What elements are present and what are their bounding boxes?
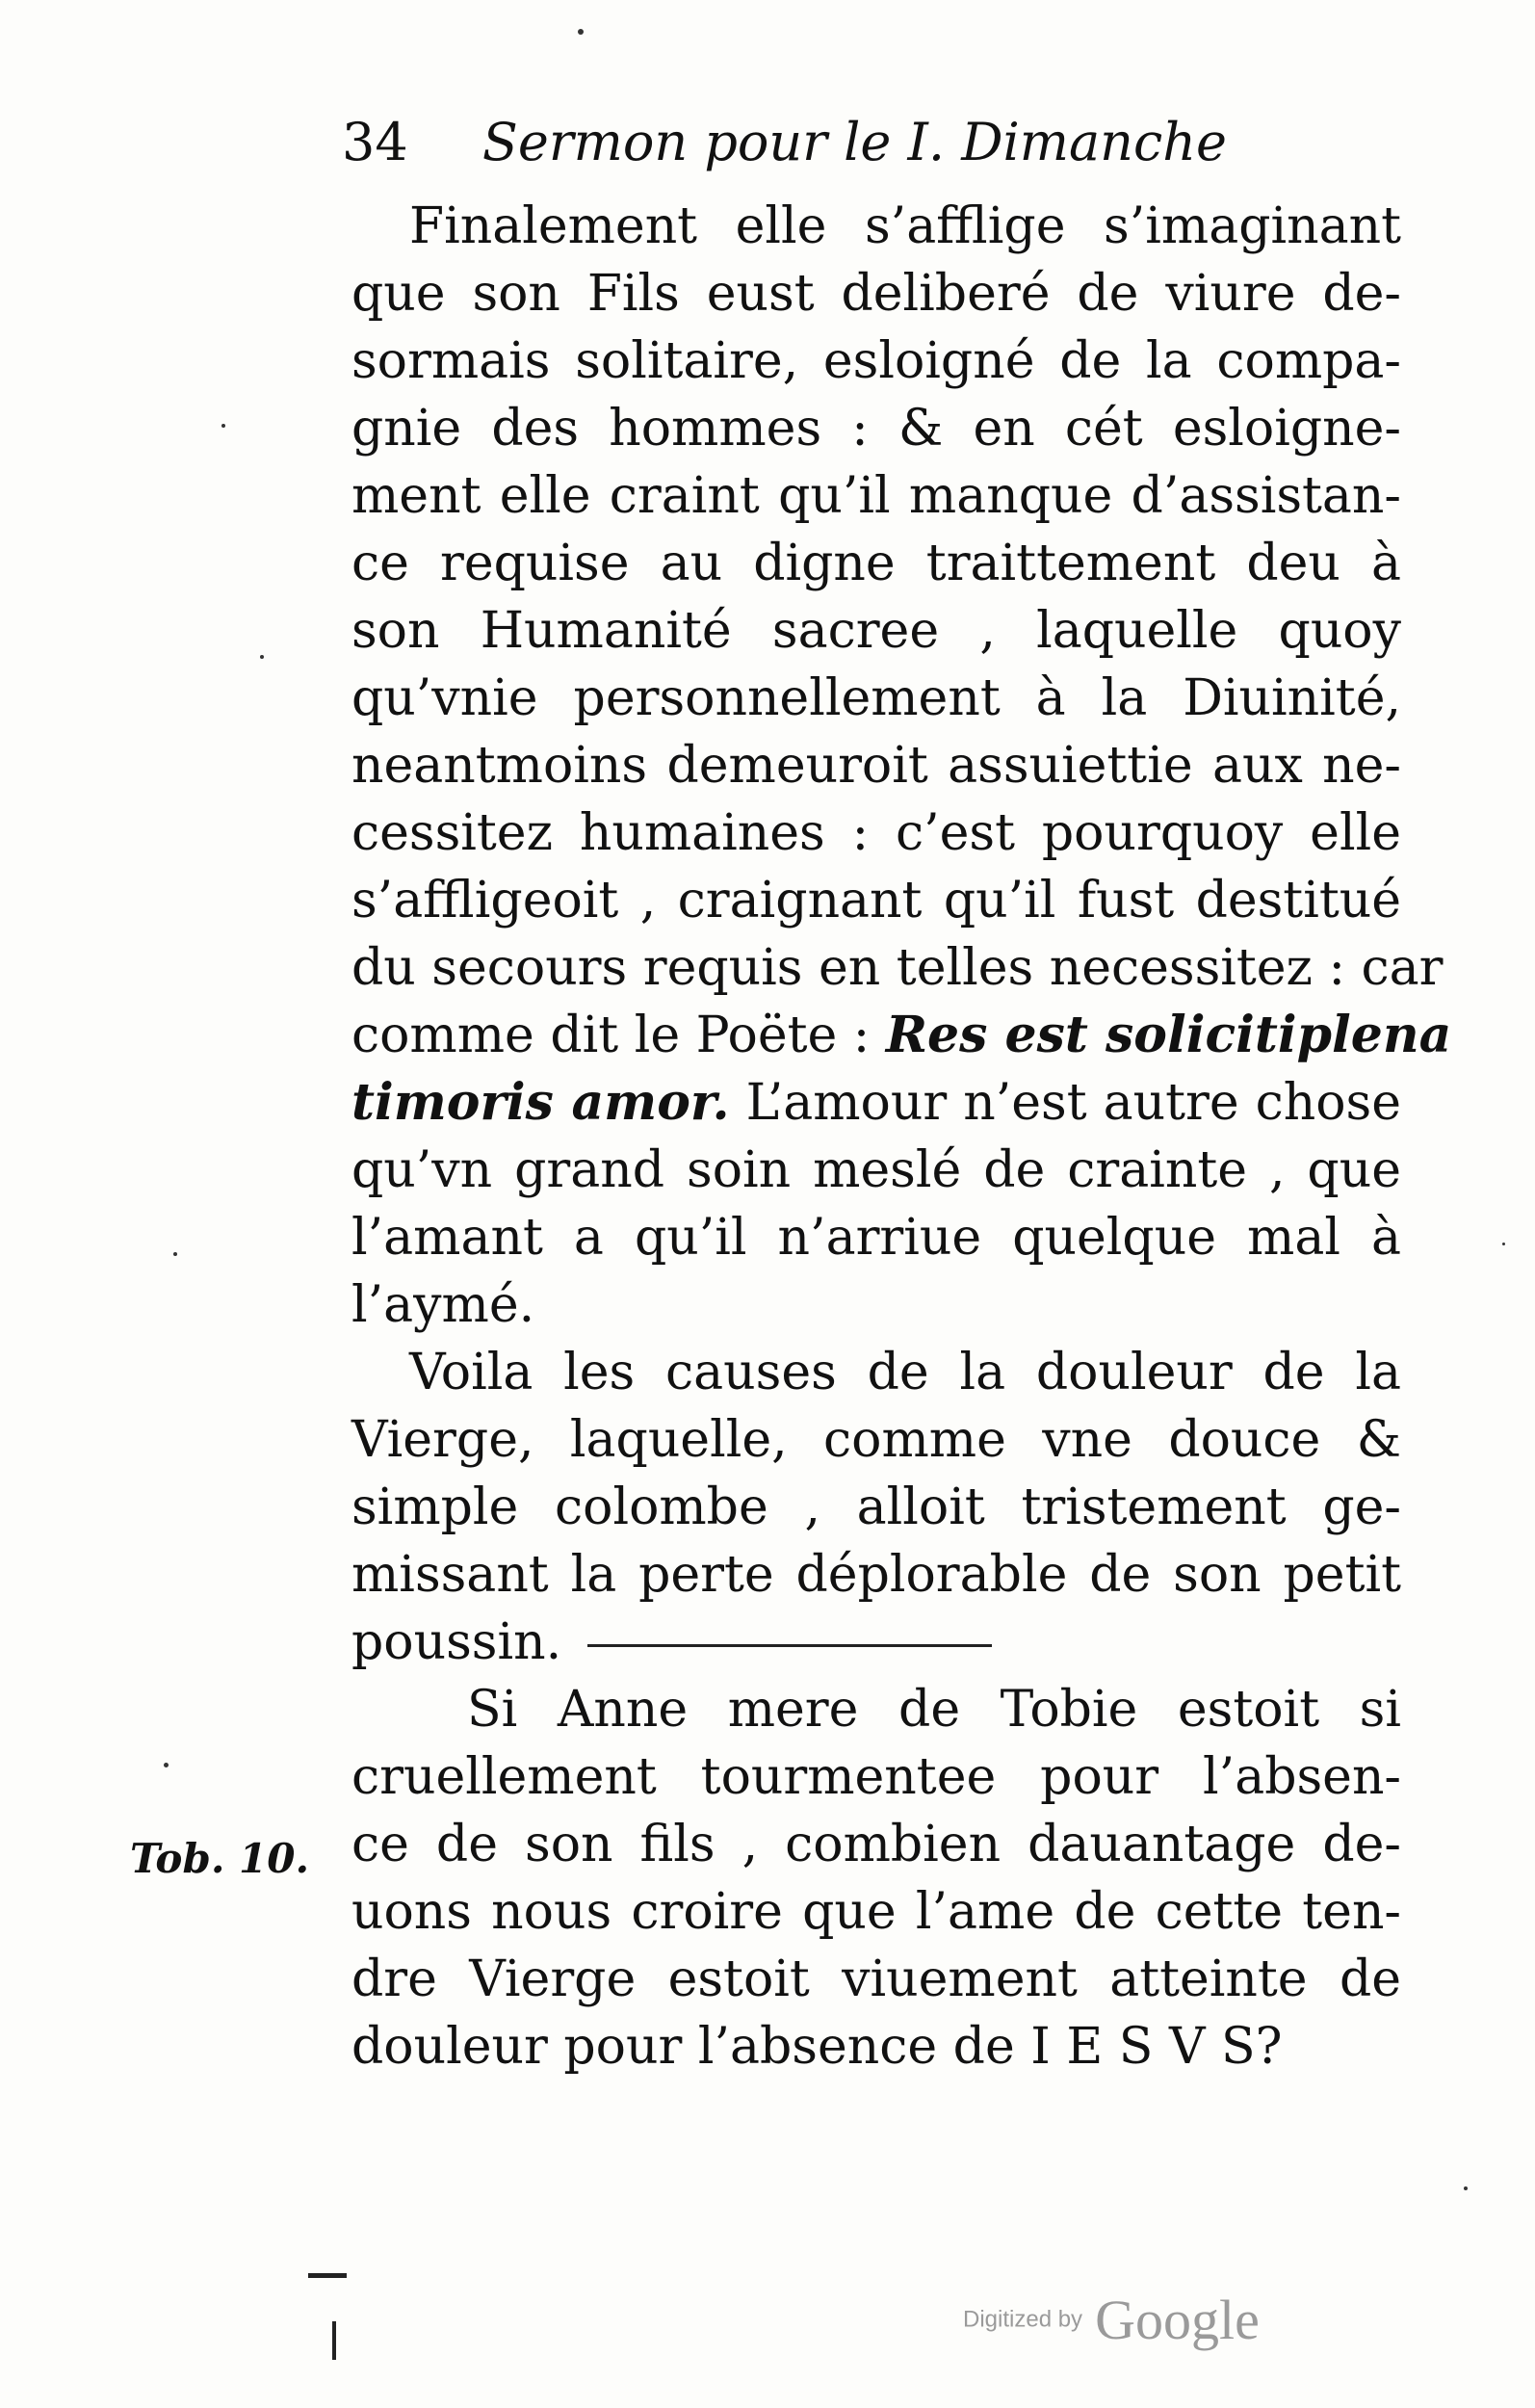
text-line: dre Vierge estoit viuement atteinte de (351, 1950, 1401, 2008)
page-number: 34 (342, 112, 408, 172)
text-segment: comme dit le Poëte : (351, 1007, 871, 1064)
text-line: Voila les causes de la douleur de la (409, 1344, 1401, 1401)
text-line: ce requise au digne traittement deu à (351, 535, 1401, 592)
latin-quote: timoris amor. (351, 1073, 730, 1132)
text-line: ment elle craint qu’il manque d’assistan- (351, 467, 1401, 525)
text-line: l’aymé. (351, 1276, 535, 1334)
end-rule (587, 1644, 992, 1647)
text-line: cruellement tourmentee pour l’absen- (351, 1748, 1401, 1806)
ink-speck (260, 655, 264, 659)
text-segment: poussin. (351, 1613, 562, 1671)
text-line: neantmoins demeuroit assuiettie aux ne- (351, 737, 1401, 795)
text-line: Finalement elle s’afflige s’imaginant (409, 197, 1401, 255)
digitized-watermark (963, 2288, 1260, 2352)
text-line: Si Anne mere de Tobie estoit si (467, 1681, 1401, 1739)
ink-speck (221, 424, 225, 428)
text-line: ce de son fils , combien dauantage de- (351, 1816, 1401, 1873)
text-line: qu’vnie personnellement à la Diuinité, (351, 669, 1401, 727)
ink-speck (578, 29, 584, 35)
text-line: s’affligeoit , craignant qu’il fust destitué (351, 872, 1401, 929)
body-text (351, 193, 1452, 2081)
text-segment: L’amour n’est autre chose (745, 1074, 1402, 1132)
text-line: du secours requis en telles necessitez : car (351, 939, 1444, 997)
printer-mark (332, 2321, 336, 2360)
ink-speck (164, 1763, 169, 1767)
ink-speck (1502, 1243, 1505, 1245)
text-line (351, 1002, 1452, 1069)
page-header (342, 104, 1305, 181)
text-line: Vierge, laquelle, comme vne douce & (351, 1411, 1401, 1469)
printer-mark (308, 2273, 347, 2278)
ink-speck (173, 1252, 177, 1256)
text-line: simple colombe , alloit tristement ge- (351, 1479, 1401, 1536)
text-line: cessitez humaines : c’est pourquoy elle (351, 804, 1401, 862)
running-title: Sermon pour le I. Dimanche (481, 112, 1227, 172)
text-line: l’amant a qu’il n’arriue quelque mal à (351, 1209, 1401, 1267)
text-line: son Humanité sacree , laquelle quoy (351, 602, 1401, 660)
text-line: missant la perte déplorable de son petit (351, 1546, 1401, 1604)
text-line (351, 1069, 1401, 1137)
text-line: gnie des hommes : & en cét esloigne- (351, 400, 1401, 458)
google-logo: Google (1095, 2289, 1260, 2351)
margin-note: Tob. 10. (130, 1835, 310, 1882)
text-line: sormais solitaire, esloigné de la compa- (351, 332, 1401, 390)
ink-speck (1464, 2186, 1468, 2190)
text-line (351, 1609, 1401, 1676)
latin-quote: Res est solicitiplena (885, 1006, 1452, 1064)
watermark-prefix: Digitized by (963, 2306, 1083, 2333)
text-line: que son Fils eust deliberé de viure de- (351, 265, 1401, 323)
text-line: uons nous croire que l’ame de cette ten- (351, 1883, 1401, 1941)
text-line: qu’vn grand soin meslé de crainte , que (351, 1141, 1401, 1199)
text-line: douleur pour l’absence de I E S V S? (351, 2018, 1283, 2076)
